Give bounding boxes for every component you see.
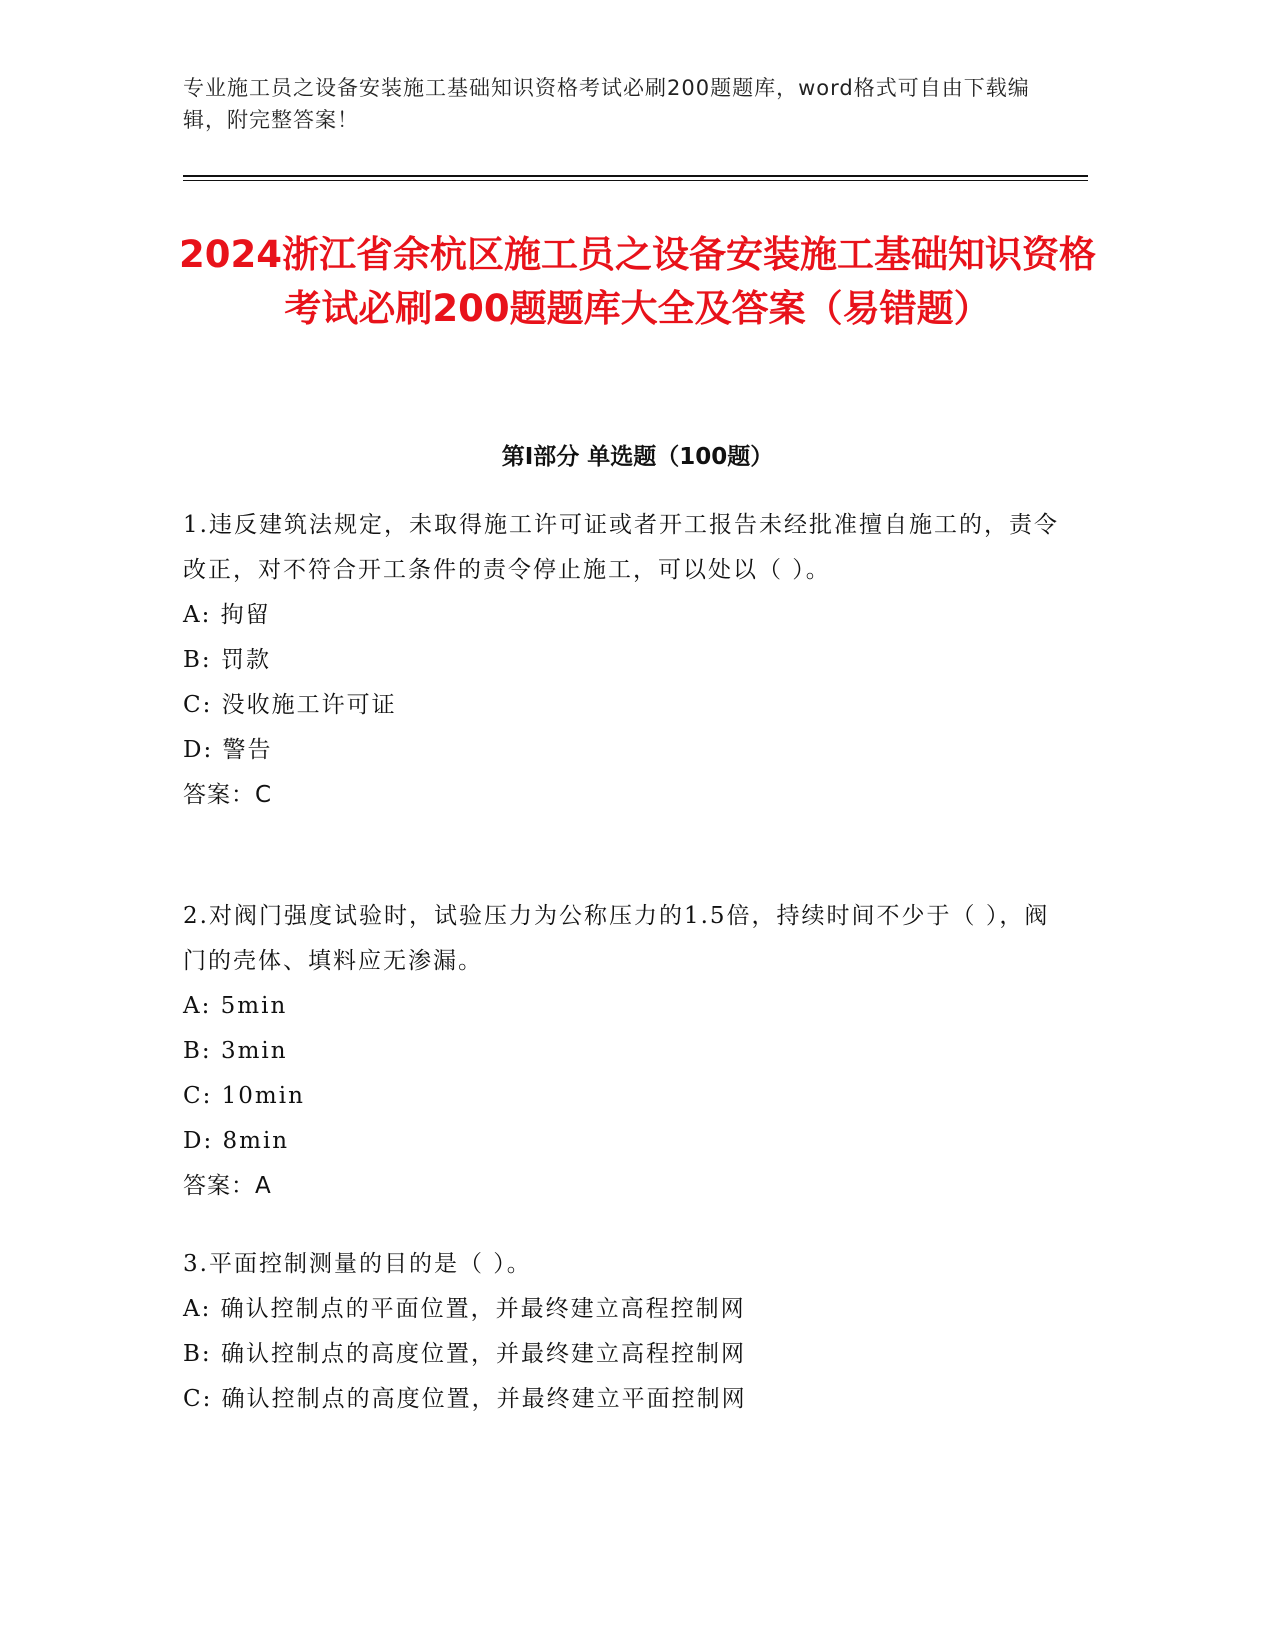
section-heading: 第I部分 单选题（100题） (501, 444, 774, 470)
question-text: 2.对阀门强度试验时，试验压力为公称压力的1.5倍，持续时间不少于（ ），阀门的壳体、填料应无渗漏。 (183, 903, 1050, 974)
option-a: A: 5min (183, 993, 288, 1019)
option-b: B: 确认控制点的高度位置，并最终建立高程控制网 (183, 1341, 746, 1367)
question-1 (183, 503, 1063, 818)
answer: 答案：A (183, 1173, 272, 1199)
document-title: 2024浙江省余杭区施工员之设备安装施工基础知识资格考试必刷200题题库大全及答案（易错题） (179, 233, 1096, 330)
option-d: D: 8min (183, 1128, 290, 1154)
option-b: B: 3min (183, 1038, 288, 1064)
option-b: B: 罚款 (183, 647, 271, 673)
option-c: C: 没收施工许可证 (183, 692, 397, 718)
question-text: 1.违反建筑法规定，未取得施工许可证或者开工报告未经批准擅自施工的，责令改正，对不符合开工条件的责令停止施工，可以处以（ ）。 (183, 512, 1059, 583)
answer: 答案：C (183, 782, 273, 808)
header-rule-thick (183, 175, 1088, 177)
option-d: D: 警告 (183, 737, 273, 763)
question-2 (183, 894, 1063, 1209)
option-c: C: 10min (183, 1083, 305, 1109)
question-text: 3.平面控制测量的目的是（ ）。 (183, 1251, 532, 1277)
header-rule-thin (183, 180, 1088, 181)
option-a: A: 拘留 (183, 602, 271, 628)
question-3 (183, 1242, 1063, 1422)
header-note: 专业施工员之设备安装施工基础知识资格考试必刷200题题库，word格式可自由下载编辑，附完整答案！ (183, 76, 1030, 132)
option-c: C: 确认控制点的高度位置，并最终建立平面控制网 (183, 1386, 747, 1412)
option-a: A: 确认控制点的平面位置，并最终建立高程控制网 (183, 1296, 746, 1322)
